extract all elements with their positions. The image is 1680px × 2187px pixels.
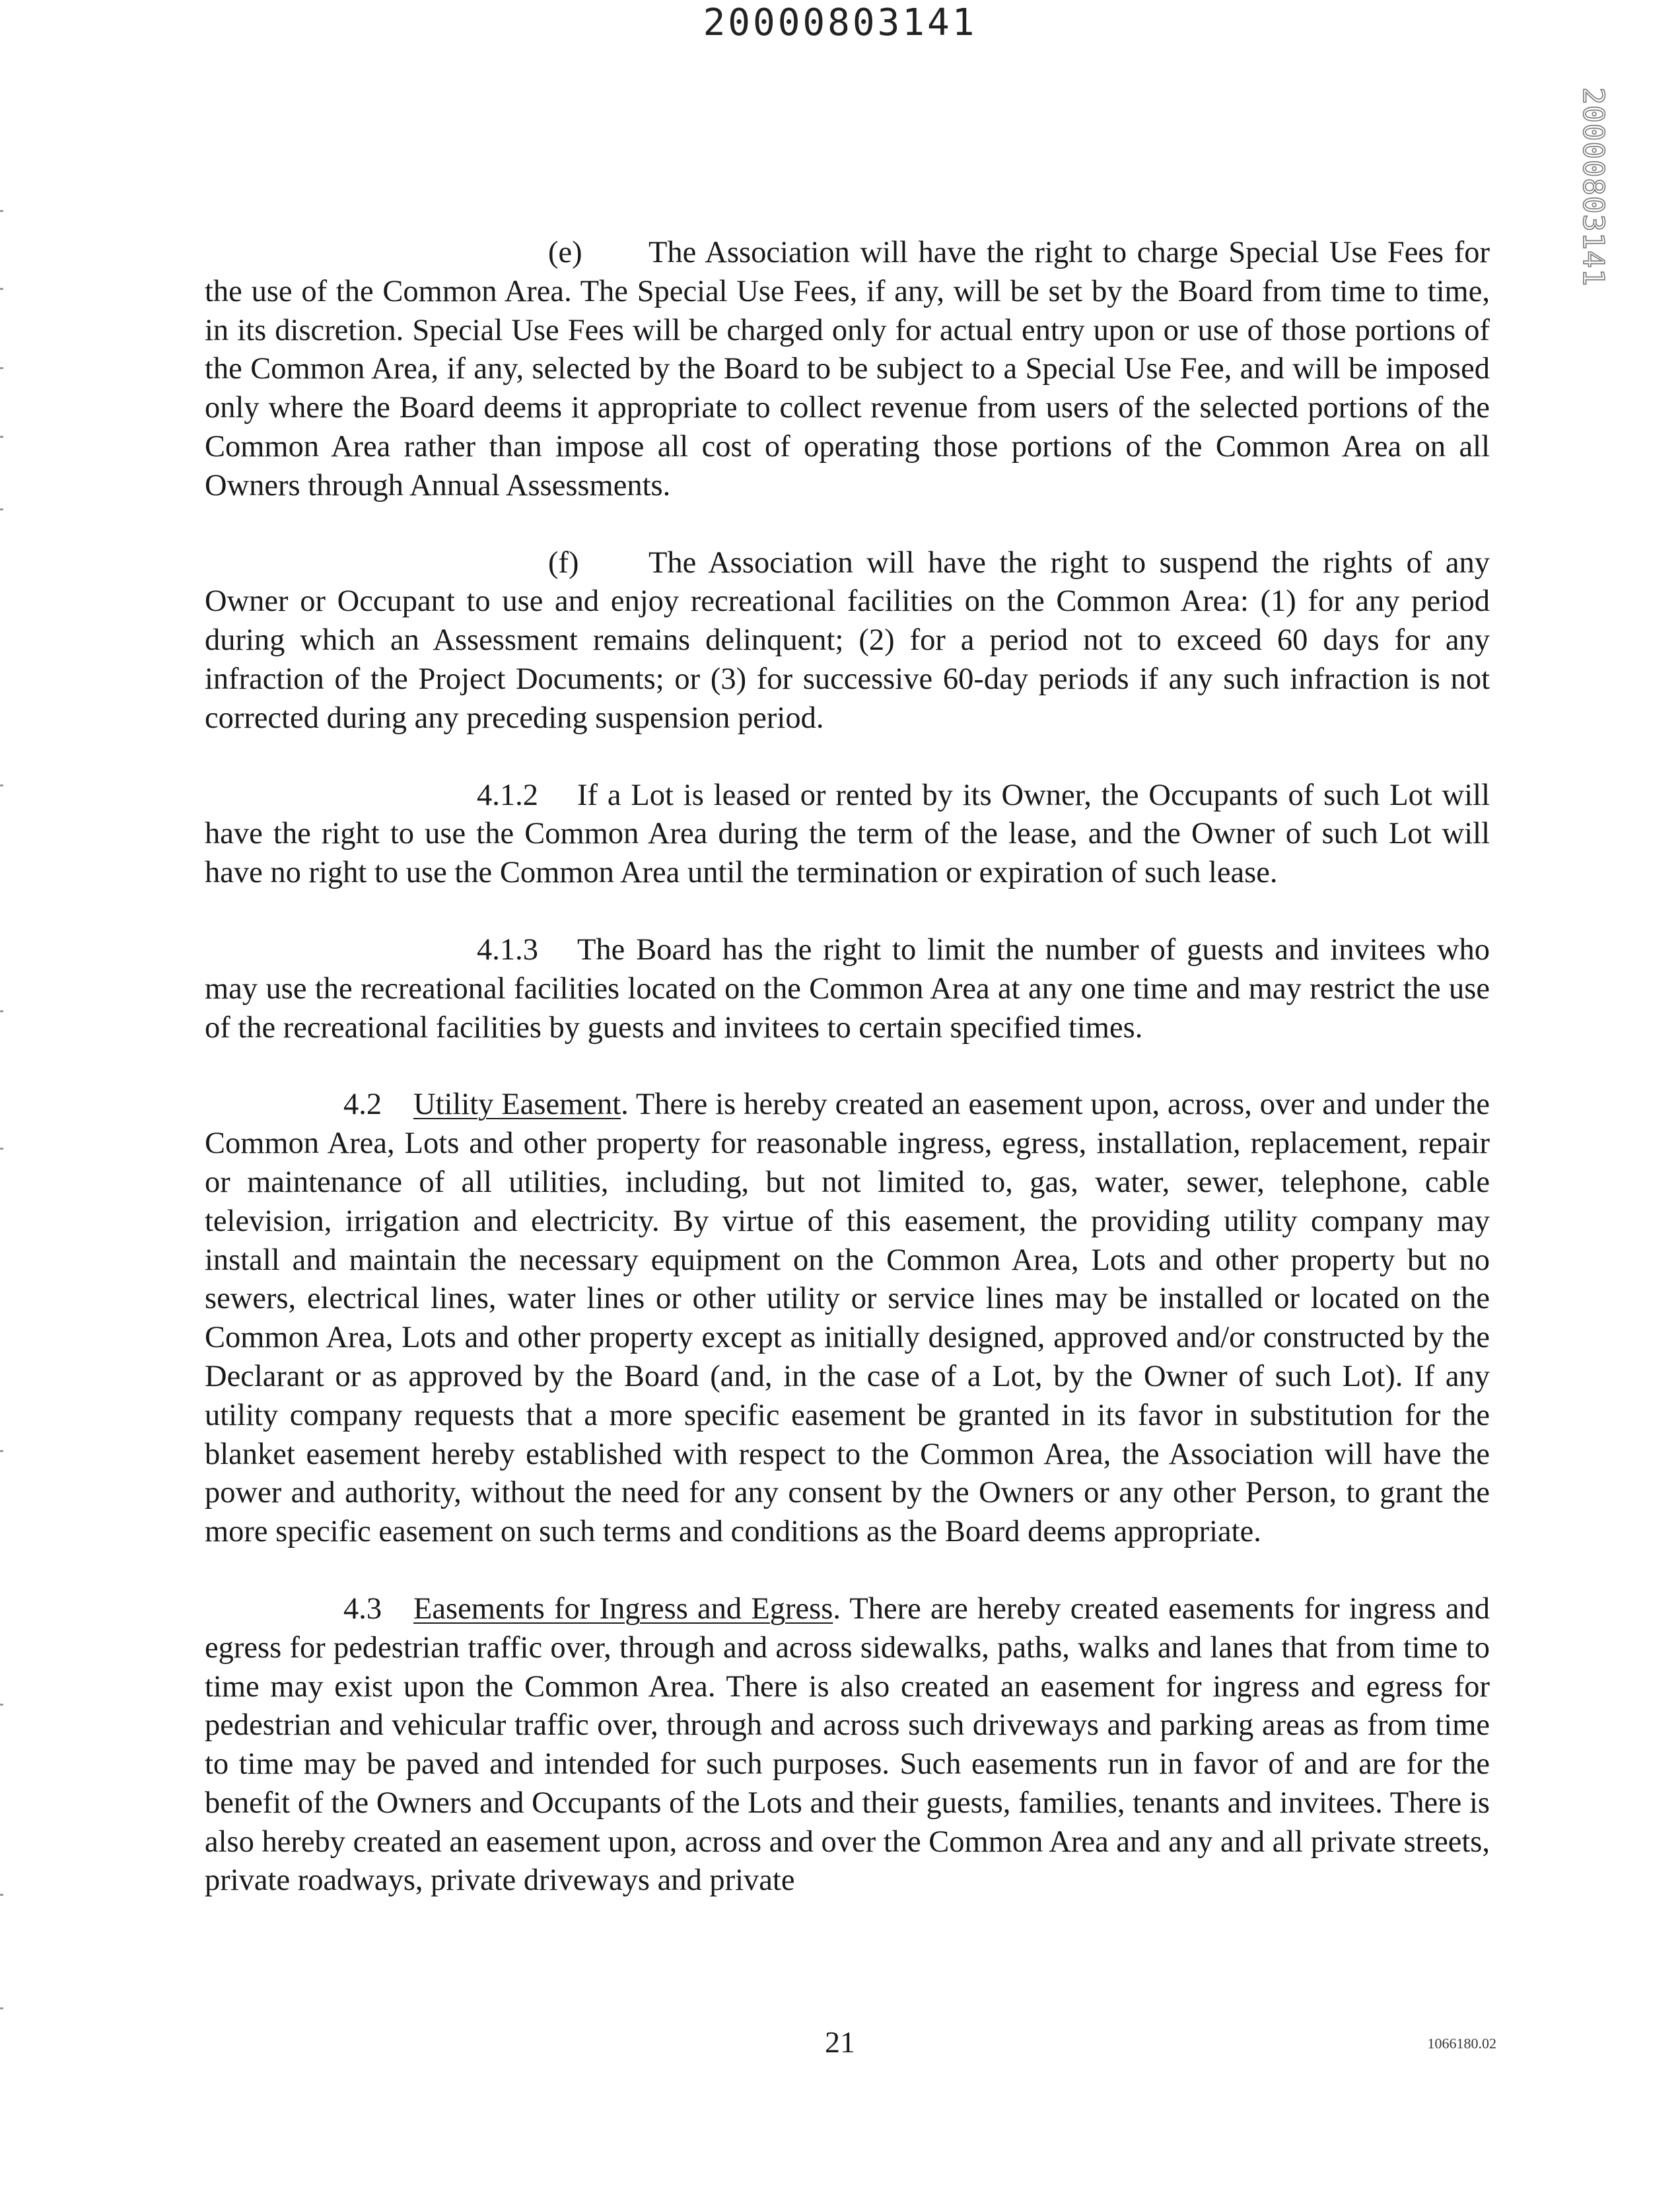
subsection-number: (e) bbox=[548, 236, 582, 269]
section-4-3: 4.3 Easements for Ingress and Egress. There are hereby created easements for ingress and egress for pedestrian traffic over, through and across sidewalks, paths, walks and lanes that from time to time may exist upon the Common Area. There is also created an easement for ingress and egress for pedestrian and vehicular traffic over, through and across such driveways and parking areas as from time to time may be paved and intended for such purposes. Such easements run in favor of and are for the benefit of the Owners and Occupants of the Lots and their guests, families, tenants and invitees. There is also hereby created an easement upon, across and over the Common Area and any and all private streets, private roadways, private driveways and private bbox=[205, 1590, 1490, 1900]
scan-mark bbox=[0, 367, 3, 369]
section-heading: Easements for Ingress and Egress bbox=[413, 1591, 833, 1626]
paragraph-text: If a Lot is leased or rented by its Owner, the Occupants of such Lot will have the right to use the Common Area during the term of the lease, and the Owner of such Lot will have no right to use the Common Area until the termination or expiration of such lease. bbox=[205, 778, 1490, 890]
paragraph-text: The Association will have the right to charge Special Use Fees for the use of the Common Area. The Special Use Fees, if any, will be set by the Board from time to time, in its discretion. Special Use Fees will be charged only for actual entry upon or use of those portions of the Common Area, if any, selected by the Board to be subject to a Special Use Fee, and will be imposed only where the Board deems it appropriate to collect revenue from users of the selected portions of the Common Area rather than impose all cost of operating those portions of the Common Area on all Owners through Annual Assessments. bbox=[205, 236, 1490, 503]
document-body bbox=[205, 234, 1490, 1900]
scan-mark bbox=[0, 288, 3, 290]
scan-mark bbox=[0, 210, 3, 212]
scan-mark bbox=[0, 1010, 3, 1012]
page-number: 21 bbox=[825, 2025, 855, 2059]
side-stamp bbox=[1573, 87, 1613, 298]
side-stamp-text: 20000803141 bbox=[1576, 87, 1610, 287]
scan-mark bbox=[0, 1894, 3, 1896]
scan-mark bbox=[0, 1450, 3, 1452]
section-number: 4.3 bbox=[343, 1591, 382, 1626]
paragraph-e bbox=[205, 234, 1490, 506]
paragraph-text: The Board has the right to limit the number of guests and invitees who may use the recreational facilities located on the Common Area at any one time and may restrict the use of the recreational facilities by guests and invitees to certain specified times. bbox=[205, 932, 1490, 1045]
document-id: 1066180.02 bbox=[1427, 2035, 1496, 2052]
section-heading: Utility Easement bbox=[413, 1088, 621, 1122]
paragraph-f bbox=[205, 544, 1490, 738]
paragraph-text: There is hereby created an easement upon, across, over and under the Common Area, Lots and other property for reasonable ingress, egress, installation, replacement, repair or maintenance of all utilities, including, but not limited to, gas, water, sewer, telephone, cable television, irrigation and electricity. By virtue of this easement, the providing utility company may install and maintain the necessary equipment on the Common Area, Lots and other property but no sewers, electrical lines, water lines or other utility or service lines may be installed or located on the Common Area, Lots and other property except as initially designed, approved and/or constructed by the Declarant or as approved by the Board (and, in the case of a Lot, by the Owner of such Lot). If any utility company requests that a more specific easement be granted in its favor in substitution for the blanket easement hereby established with respect to the Common Area, the Association will have the power and authority, without the need for any consent by the Owners or any other Person, to grant the more specific easement on such terms and conditions as the Board deems appropriate. bbox=[205, 1088, 1490, 1549]
section-4-1-3 bbox=[205, 931, 1490, 1047]
section-4-2: 4.2 Utility Easement. There is hereby created an easement upon, across, over and under the Common Area, Lots and other property for reasonable ingress, egress, installation, replacement, repair or maintenance of all utilities, including, but not limited to, gas, water, sewer, telephone, cable television, irrigation and electricity. By virtue of this easement, the providing utility company may install and maintain the necessary equipment on the Common Area, Lots and other property but no sewers, electrical lines, water lines or other utility or service lines may be installed or located on the Common Area, Lots and other property except as initially designed, approved and/or constructed by the Declarant or as approved by the Board (and, in the case of a Lot, by the Owner of such Lot). If any utility company requests that a more specific easement be granted in its favor in substitution for the blanket easement hereby established with respect to the Common Area, the Association will have the power and authority, without the need for any consent by the Owners or any other Person, to grant the more specific easement on such terms and conditions as the Board deems appropriate. bbox=[205, 1086, 1490, 1552]
scan-mark bbox=[0, 1704, 3, 1706]
scan-mark bbox=[0, 436, 3, 438]
paragraph-text: There are hereby created easements for ingress and egress for pedestrian traffic over, through and across sidewalks, paths, walks and lanes that from time to time may exist upon the Common Area. There is also created an easement for ingress and egress for pedestrian and vehicular traffic over, through and across such driveways and parking areas as from time to time may be paved and intended for such purposes. Such easements run in favor of and are for the benefit of the Owners and Occupants of the Lots and their guests, families, tenants and invitees. There is also hereby created an easement upon, across and over the Common Area and any and all private streets, private roadways, private driveways and private bbox=[205, 1591, 1490, 1898]
scan-edge-marks bbox=[0, 0, 20, 2187]
scan-mark bbox=[0, 508, 3, 510]
scan-mark bbox=[0, 784, 3, 786]
document-recording-number: 20000803141 bbox=[703, 1, 977, 44]
section-number: 4.2 bbox=[343, 1088, 382, 1122]
section-number: 4.1.2 bbox=[477, 778, 538, 812]
scan-mark bbox=[0, 1148, 3, 1150]
scan-mark bbox=[0, 2007, 3, 2009]
subsection-number: (f) bbox=[548, 545, 579, 580]
section-number: 4.1.3 bbox=[477, 932, 538, 967]
section-4-1-2 bbox=[205, 777, 1490, 893]
paragraph-text: The Association will have the right to suspend the rights of any Owner or Occupant to use and enjoy recreational facilities on the Common Area: (1) for any period during which an Assessment remains delinquent; (2) for a period not to exceed 60 days for any infraction of the Project Documents; or (3) for successive 60-day periods if any such infraction is not corrected during any preceding suspension period. bbox=[205, 545, 1490, 735]
